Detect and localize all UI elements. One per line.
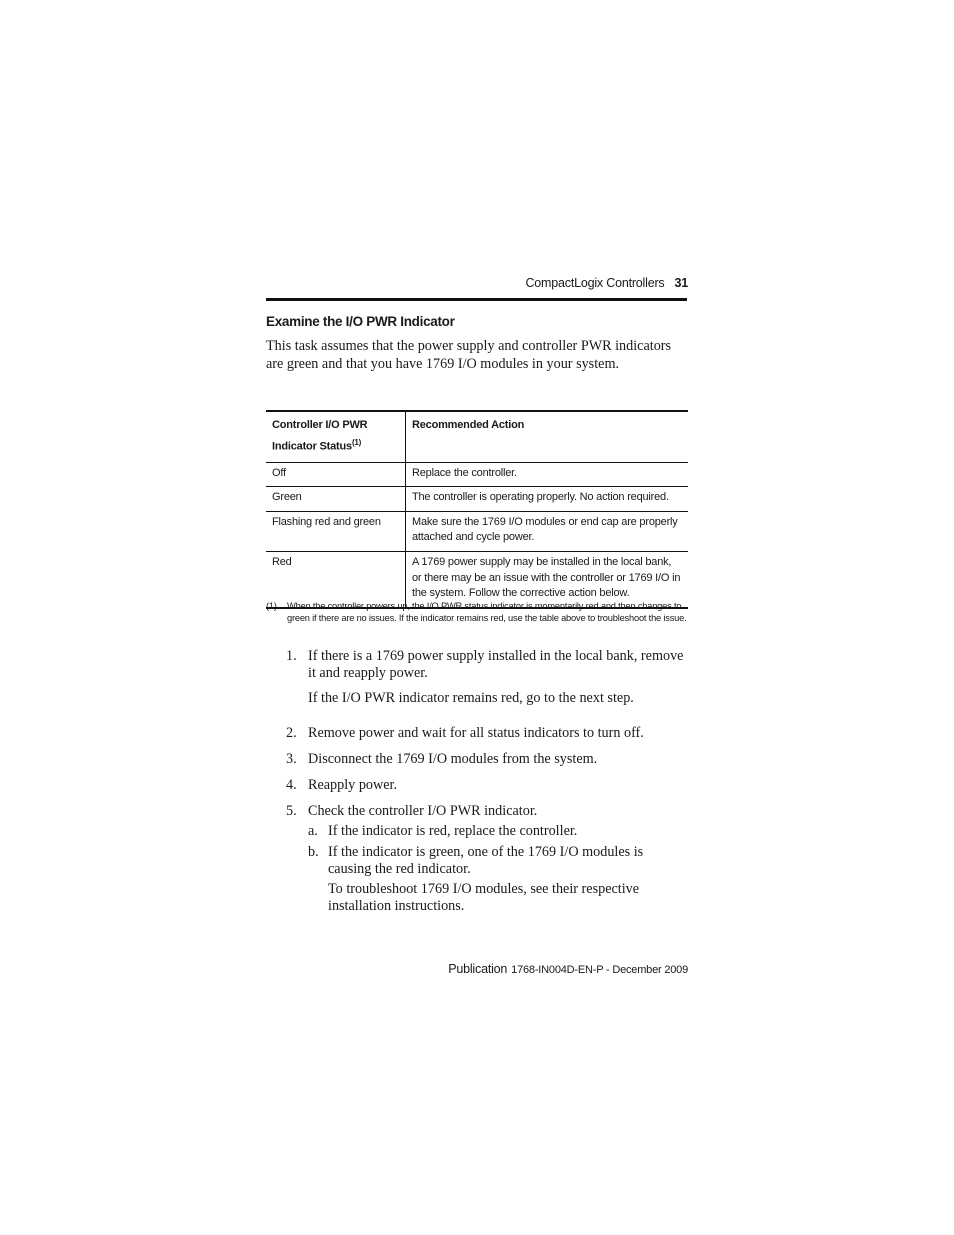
step-number: 5. xyxy=(286,803,297,820)
step-number: 4. xyxy=(286,777,297,794)
list-item xyxy=(286,648,686,708)
status-cell: Red xyxy=(266,552,406,608)
list-item xyxy=(286,777,686,794)
action-cell: Replace the controller. xyxy=(406,462,689,487)
running-header-title: CompactLogix Controllers xyxy=(525,276,665,290)
step-number: 1. xyxy=(286,648,297,664)
list-item xyxy=(286,725,686,742)
substep-letter: b. xyxy=(308,843,319,860)
intro-paragraph: This task assumes that the power supply and controller PWR indicators are green and that you have 1769 I/O modules in your system. xyxy=(266,338,672,372)
step-number: 2. xyxy=(286,724,297,741)
list-item xyxy=(286,803,686,915)
table-row xyxy=(266,511,688,551)
publication-code: 1768-IN004D-EN-P - December 2009 xyxy=(511,964,688,976)
header-rule xyxy=(266,298,687,301)
status-cell: Green xyxy=(266,487,406,512)
step-followup: If the I/O PWR indicator remains red, go to the next step. xyxy=(308,690,634,707)
table-footnote xyxy=(266,600,690,624)
column-header-status-label: Controller I/O PWR Indicator Status xyxy=(272,419,368,453)
step-text: If there is a 1769 power supply installed in the local bank, remove it and reapply power. xyxy=(308,648,684,682)
step-text: Disconnect the 1769 I/O modules from the system. xyxy=(308,750,598,767)
publication-label: Publication xyxy=(448,962,508,976)
footnote-mark: (1) xyxy=(266,601,277,611)
table-row xyxy=(266,487,688,512)
substep-item xyxy=(308,844,686,916)
substep-text: If the indicator is green, one of the 1769 I/O modules is causing the red indicator. xyxy=(328,843,644,877)
step-number: 3. xyxy=(286,750,297,767)
table-header-row xyxy=(266,411,688,462)
substep-text: If the indicator is red, replace the controller. xyxy=(328,823,578,840)
substep-letter: a. xyxy=(308,823,318,840)
column-header-status xyxy=(266,411,406,462)
status-cell: Off xyxy=(266,462,406,487)
action-cell: A 1769 power supply may be installed in the local bank, or there may be an issue with the controller or 1769 I/O in the system. Follow the corrective action below. xyxy=(406,552,689,608)
step-text: Check the controller I/O PWR indicator. xyxy=(308,803,538,820)
substep-followup: To troubleshoot 1769 I/O modules, see their respective installation instructions. xyxy=(328,881,640,915)
procedure-steps xyxy=(286,648,686,915)
footnote-text: When the controller powers up, the I/O PWR status indicator is momentarily red and then changes to green if there are no issues. If the indicator remains red, use the table above to troubleshoot the issue. xyxy=(287,601,687,623)
indicator-status-table xyxy=(266,410,688,609)
table-row xyxy=(266,462,688,487)
step-text: Remove power and wait for all status indicators to turn off. xyxy=(308,724,644,741)
step-text: Reapply power. xyxy=(308,777,398,794)
column-header-action: Recommended Action xyxy=(412,419,525,431)
action-cell: Make sure the 1769 I/O modules or end cap are properly attached and cycle power. xyxy=(406,511,689,551)
page-number: 31 xyxy=(674,276,688,290)
section-heading: Examine the I/O PWR Indicator xyxy=(266,314,455,329)
list-item xyxy=(286,751,686,768)
status-cell: Flashing red and green xyxy=(266,511,406,551)
running-header xyxy=(266,276,688,290)
publication-footer xyxy=(266,962,688,976)
footnote-ref: (1) xyxy=(351,438,362,447)
action-cell: The controller is operating properly. No action required. xyxy=(406,487,689,512)
substep-item xyxy=(308,823,686,840)
